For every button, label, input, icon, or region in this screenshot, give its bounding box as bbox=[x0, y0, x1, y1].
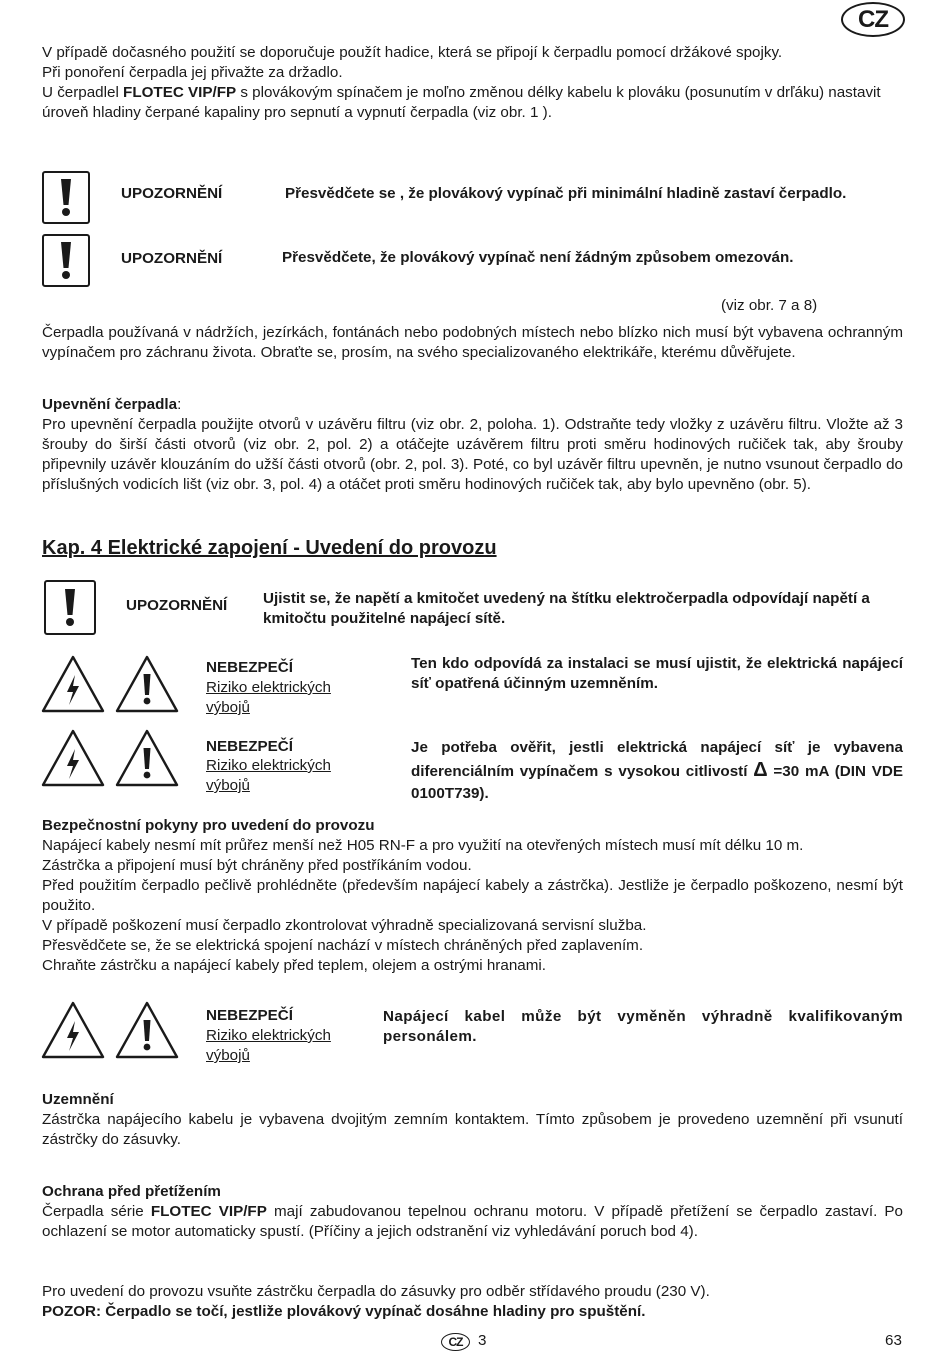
page-number: 63 bbox=[885, 1332, 902, 1349]
safety-line: Napájecí kabely nesmí mít průřez menší než H05 RN-F a pro využití na otevřených místech musí mít délku 10 m. bbox=[42, 837, 804, 854]
warning-text: Ujistit se, že napětí a kmitočet uvedený na štítku elektročerpadla odpovídají napětí a kmitočtu použitelné napájecí sítě. bbox=[263, 590, 870, 627]
danger-label: NEBEZPEČÍ bbox=[206, 1007, 293, 1024]
language-badge-text: CZ bbox=[858, 5, 888, 33]
pools-paragraph: Čerpadla používaná v nádržích, jezírkách, fontánách nebo podobných místech nebo blízko nich musí být vybavena ochranným vypínačem pro záchranu života. Obraťte se, prosím, na svého specializovaného elektrikáře, kterému důvěřujete. bbox=[42, 324, 903, 361]
warning-box-icon bbox=[42, 171, 90, 224]
safety-line: Přesvědčete se, že se elektrická spojení nachází v místech chráněných před zaplavením. bbox=[42, 937, 644, 954]
grounding-text: Zástrčka napájecího kabelu je vybavena dvojitým zemním kontaktem. Tímto způsobem je provedeno uzemnění při vsunutí zástrčky do zásuvky. bbox=[42, 1111, 903, 1148]
mounting-title: Upevnění čerpadla bbox=[42, 396, 178, 413]
general-hazard-icon bbox=[114, 728, 180, 788]
electric-hazard-icon bbox=[40, 1000, 106, 1060]
startup-section bbox=[42, 1282, 903, 1322]
danger-risk: Riziko elektrických bbox=[206, 1027, 331, 1044]
grounding-section bbox=[42, 1090, 903, 1150]
brand-name: FLOTEC VIP/FP bbox=[123, 84, 237, 101]
pozor-line: POZOR: Čerpadlo se točí, jestliže plovákový vypínač dosáhne hladiny pro spuštění. bbox=[42, 1303, 646, 1320]
grounding-title: Uzemnění bbox=[42, 1091, 114, 1108]
danger-label: NEBEZPEČÍ bbox=[206, 659, 293, 676]
warning-box-icon bbox=[44, 580, 96, 635]
danger-text: Napájecí kabel může být vyměněn výhradně kvalifikovaným personálem. bbox=[383, 1008, 903, 1045]
safety-section bbox=[42, 816, 903, 976]
warning-label: UPOZORNĚNÍ bbox=[126, 597, 228, 614]
warning-box-icon bbox=[42, 234, 90, 287]
safety-line: Zástrčka a připojení musí být chráněny před postříkáním vodou. bbox=[42, 857, 472, 874]
safety-title: Bezpečnostní pokyny pro uvedení do provozu bbox=[42, 817, 375, 834]
danger-label-block bbox=[206, 1006, 331, 1066]
mounting-section: Upevnění čerpadla: Pro upevnění čerpadla použijte otvorů v uzávěru filtru (viz obr. 2, poloha. 1). Odstraňte tedy vložky z uzávěru filtru. Vložte až 3 šrouby do širší části otvorů (viz obr. 2, pol. 2) a otáčejte uzávěrem filtru proti směru hodinových ručiček tak, aby šrouby připevnily uzávěr klouzáním do užší části otvorů (obr. 2, pol. 3). Poté, co byl uzávěr filtru upevněn, je nutno vsunout čerpadlo do příslušných vodicích lišt (viz obr. 3, pol. 4) a otáčet proti směru hodinových ručiček tak, aby bylo upevněno (obr. 5). bbox=[42, 396, 903, 493]
warning-label: UPOZORNĚNÍ bbox=[121, 185, 223, 202]
danger-text: Ten kdo odpovídá za instalaci se musí ujistit, že elektrická napájecí síť opatřená účinným uzemněním. bbox=[411, 655, 903, 692]
danger-risk: Riziko elektrických bbox=[206, 757, 331, 774]
intro-paragraph bbox=[42, 43, 903, 123]
danger-label-block bbox=[206, 738, 331, 796]
safety-line: Před použitím čerpadlo pečlivě prohlédněte (především napájecí kabely a zástrčka). Jestliže je čerpadlo poškozeno, nesmí být použito. bbox=[42, 877, 903, 914]
danger-risk-cont: výbojů bbox=[206, 777, 250, 794]
language-badge bbox=[841, 2, 905, 37]
danger-risk: Riziko elektrických bbox=[206, 679, 331, 696]
danger-label: NEBEZPEČÍ bbox=[206, 738, 293, 755]
electric-hazard-icon bbox=[40, 728, 106, 788]
overload-text: Čerpadla série FLOTEC VIP/FP mají zabudovanou tepelnou ochranu motoru. V případě přetížení se čerpadlo zastaví. Po ochlazení se motor automaticky spustí. (Příčiny a jejich odstranění viz vyhledávání poruch bod 4). bbox=[42, 1203, 904, 1240]
danger-label-block bbox=[206, 658, 331, 718]
warning-text: Přesvědčete, že plovákový vypínač není žádným způsobem omezován. bbox=[282, 249, 794, 266]
brand-name: FLOTEC VIP/FP bbox=[150, 1203, 267, 1220]
intro-line-2: Při ponoření čerpadla jej přivažte za držadlo. bbox=[42, 64, 343, 81]
overload-section bbox=[42, 1182, 903, 1242]
warning-label: UPOZORNĚNÍ bbox=[121, 250, 223, 267]
safety-line: Chraňte zástrčku a napájecí kabely před teplem, olejem a ostrými hranami. bbox=[42, 957, 546, 974]
danger-risk-cont: výbojů bbox=[206, 699, 250, 716]
electric-hazard-icon bbox=[40, 654, 106, 714]
footer-language-badge: CZ bbox=[441, 1333, 470, 1351]
general-hazard-icon bbox=[114, 1000, 180, 1060]
danger-risk-cont: výbojů bbox=[206, 1047, 250, 1064]
startup-line: Pro uvedení do provozu vsuňte zástrčku čerpadla do zásuvky pro odběr střídavého proudu (230 V). bbox=[42, 1283, 710, 1300]
intro-line-1: V případě dočasného použití se doporučuje použít hadice, která se připojí k čerpadlu pomocí držákové spojky. bbox=[42, 44, 783, 61]
chapter-heading: Kap. 4 Elektrické zapojení - Uvedení do provozu bbox=[42, 537, 497, 559]
mounting-text: Pro upevnění čerpadla použijte otvorů v uzávěru filtru (viz obr. 2, poloha. 1). Odstraňte tedy vložky z uzávěru filtru. Vložte až 3 šrouby do širší části otvorů (viz obr. 2, pol. 2) a otáčejte uzávěrem filtru proti směru hodinových ručiček tak, aby šrouby připevnily uzávěr klouzáním do užší části otvorů (obr. 2, pol. 3). Poté, co byl uzávěr filtru upevněn, je nutno vsunout čerpadlo do příslušných vodicích lišt (viz obr. 3, pol. 4) a otáčet proti směru hodinových ručiček tak, aby bylo upevněno (obr. 5). bbox=[42, 416, 903, 493]
general-hazard-icon bbox=[114, 654, 180, 714]
intro-line-3: U čerpadlel FLOTEC VIP/FP s plovákovým spínačem je moľno změnou délky kabelu k plováku (posunutím v drľáku) nastavit úroveň hladiny čerpané kapaliny pro sepnutí a vypnutí čerpadla (viz obr. 1 ). bbox=[42, 84, 881, 121]
overload-title: Ochrana před přetížením bbox=[42, 1183, 221, 1200]
warning-text: Přesvědčete se , že plovákový vypínač při minimální hladině zastaví čerpadlo. bbox=[285, 185, 847, 202]
figure-reference: (viz obr. 7 a 8) bbox=[721, 297, 818, 314]
safety-line: V případě poškození musí čerpadlo zkontrolovat výhradně specializovaná servisní služba. bbox=[42, 917, 647, 934]
footer-section-number: 3 bbox=[478, 1332, 487, 1349]
delta-symbol: Δ bbox=[753, 759, 768, 781]
danger-text: Je potřeba ověřit, jestli elektrická napájecí síť je vybavena diferenciálním vypínačem s vysokou citlivostí Δ =30 mA (DIN VDE 0100T739). bbox=[411, 739, 903, 802]
